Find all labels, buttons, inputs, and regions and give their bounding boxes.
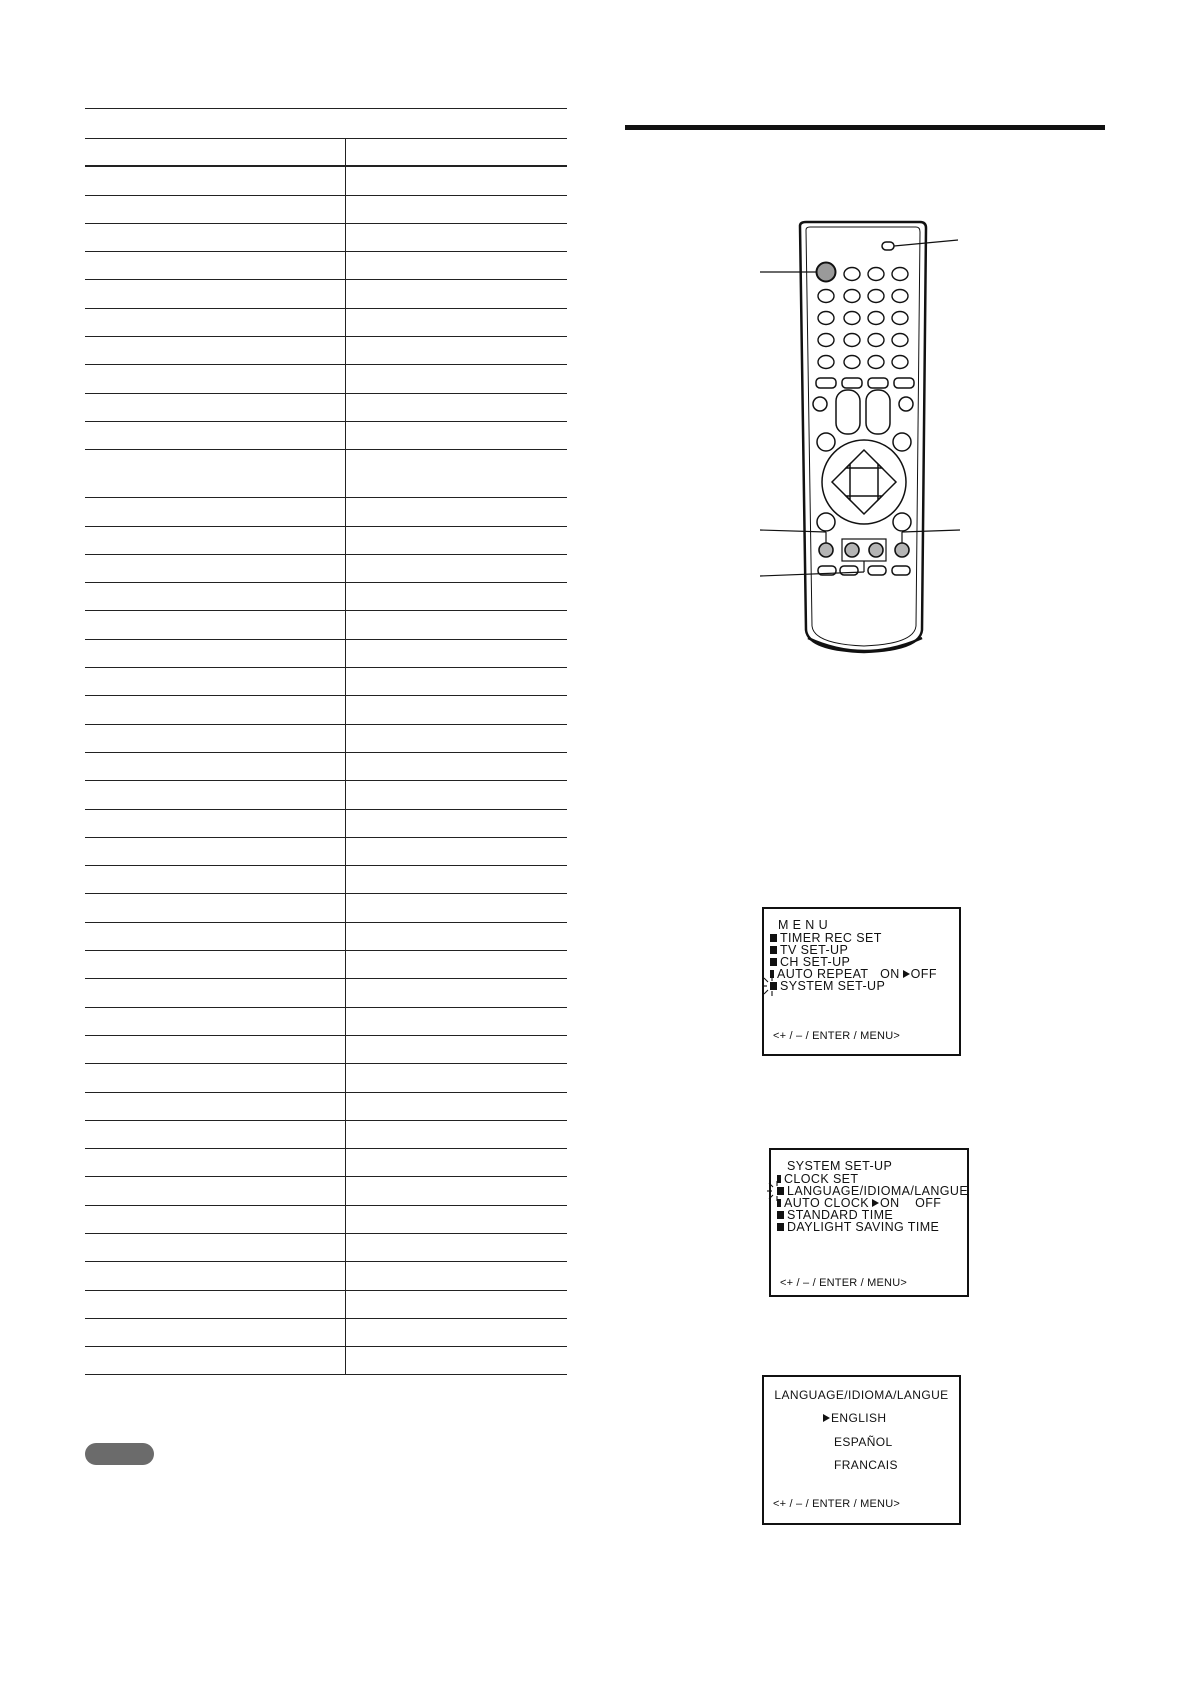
language-option-francais: FRANCAIS <box>834 1458 898 1472</box>
table-cell <box>345 1234 567 1261</box>
table-cell <box>85 1234 345 1261</box>
table-cell <box>345 668 567 695</box>
table-row <box>85 866 567 894</box>
table-cell <box>85 781 345 808</box>
table-row <box>85 951 567 979</box>
table-cell <box>85 894 345 921</box>
table-cell <box>85 951 345 978</box>
menu-title: M E N U <box>778 918 829 932</box>
table-cell <box>345 280 567 307</box>
table-cell <box>345 866 567 893</box>
table-cell <box>85 498 345 525</box>
table-row <box>85 611 567 639</box>
table-row <box>85 668 567 696</box>
section-title-rule <box>625 125 1105 130</box>
table-cell <box>345 1177 567 1204</box>
table-cell <box>345 1121 567 1148</box>
table-cell <box>345 951 567 978</box>
table-row <box>85 1291 567 1319</box>
system-item-standard-time: STANDARD TIME <box>777 1209 893 1222</box>
table-row <box>85 422 567 450</box>
table-cell <box>85 365 345 392</box>
angle-bracket-icon: < <box>773 1030 780 1042</box>
table-cell <box>345 781 567 808</box>
table-cell <box>85 611 345 638</box>
table-cell <box>85 1121 345 1148</box>
table-cell <box>345 139 567 165</box>
menu-item-system-setup: SYSTEM SET-UP <box>770 980 885 993</box>
note-badge <box>85 1443 154 1465</box>
remote-control-illustration-icon <box>760 220 960 661</box>
angle-bracket-icon: > <box>893 1030 900 1042</box>
angle-bracket-icon: < <box>780 1277 787 1289</box>
table-cell <box>345 1262 567 1289</box>
table-cell <box>345 640 567 667</box>
table-cell <box>85 196 345 223</box>
table-row <box>85 894 567 922</box>
menu-nav-hint: <+ / – / ENTER / MENU> <box>773 1030 900 1042</box>
table-row <box>85 1149 567 1177</box>
table-row <box>85 838 567 866</box>
triangle-selector-icon <box>872 1199 879 1207</box>
blinking-cursor-icon <box>761 975 783 997</box>
table-row <box>85 1093 567 1121</box>
menu-item-auto-repeat: AUTO REPEAT ON OFF <box>770 968 937 981</box>
table-cell <box>85 555 345 582</box>
angle-bracket-icon: > <box>893 1498 900 1510</box>
table-cell <box>85 838 345 865</box>
table-row <box>85 696 567 724</box>
table-cell <box>85 866 345 893</box>
table-cell <box>345 696 567 723</box>
table-cell <box>85 725 345 752</box>
table-row <box>85 781 567 809</box>
table-cell <box>85 527 345 554</box>
table-cell <box>85 1093 345 1120</box>
table-cell <box>345 498 567 525</box>
table-body <box>85 138 567 1375</box>
table-row <box>85 725 567 753</box>
table-cell <box>85 1008 345 1035</box>
table-row <box>85 923 567 951</box>
table-row <box>85 555 567 583</box>
table-cell <box>85 696 345 723</box>
system-item-auto-clock: AUTO CLOCK ON OFF <box>777 1197 941 1210</box>
table-cell <box>345 923 567 950</box>
table-cell <box>345 1008 567 1035</box>
table-row <box>85 810 567 838</box>
table-cell <box>345 196 567 223</box>
language-nav-hint: <+ / – / ENTER / MENU> <box>773 1498 900 1510</box>
table-cell <box>85 422 345 449</box>
table-cell <box>345 1036 567 1063</box>
table-cell <box>345 1347 567 1374</box>
menu-item: TIMER REC SET <box>770 932 882 945</box>
table-cell <box>85 1347 345 1374</box>
table-cell <box>85 1064 345 1091</box>
table-row <box>85 252 567 280</box>
table-cell <box>345 1291 567 1318</box>
table-cell <box>345 810 567 837</box>
table-cell <box>85 923 345 950</box>
table-cell <box>345 725 567 752</box>
blinking-cursor-icon <box>766 1180 788 1202</box>
language-title: LANGUAGE/IDIOMA/LANGUE <box>774 1388 949 1402</box>
table-cell <box>345 979 567 1006</box>
table-row <box>85 979 567 1007</box>
table-row <box>85 1206 567 1234</box>
table-row <box>85 1121 567 1149</box>
menu-item: TV SET-UP <box>770 944 848 957</box>
table-cell <box>345 1064 567 1091</box>
table-row <box>85 224 567 252</box>
table-row <box>85 450 567 498</box>
table-row <box>85 1234 567 1262</box>
system-nav-hint: <+ / – / ENTER / MENU> <box>780 1277 907 1289</box>
osd-menu-screen <box>762 907 961 1056</box>
angle-bracket-icon: > <box>900 1277 907 1289</box>
table-cell <box>345 1093 567 1120</box>
table-cell <box>345 167 567 194</box>
table-cell <box>85 224 345 251</box>
table-cell <box>345 838 567 865</box>
table-cell <box>345 894 567 921</box>
table-row <box>85 337 567 365</box>
table-row <box>85 1008 567 1036</box>
table-row <box>85 1262 567 1290</box>
system-title: SYSTEM SET-UP <box>787 1159 893 1173</box>
table-row <box>85 309 567 337</box>
table-row <box>85 280 567 308</box>
table-cell <box>345 611 567 638</box>
table-cell <box>85 1262 345 1289</box>
table-cell <box>85 1036 345 1063</box>
table-cell <box>345 337 567 364</box>
table-row <box>85 1036 567 1064</box>
table-cell <box>85 450 345 497</box>
table-header-row <box>85 139 567 167</box>
table-cell <box>345 753 567 780</box>
table-row <box>85 753 567 781</box>
table-cell <box>85 1149 345 1176</box>
system-item-daylight: DAYLIGHT SAVING TIME <box>777 1221 939 1234</box>
table-cell <box>85 280 345 307</box>
osd-language-screen <box>762 1375 961 1525</box>
table-cell <box>85 583 345 610</box>
table-cell <box>85 1319 345 1346</box>
table-cell <box>85 810 345 837</box>
table-cell <box>345 309 567 336</box>
language-option-espanol: ESPAÑOL <box>834 1435 893 1449</box>
table-cell <box>345 1319 567 1346</box>
table-row <box>85 1177 567 1205</box>
angle-bracket-icon: < <box>773 1498 780 1510</box>
system-item-clock-set: CLOCK SET <box>777 1173 858 1186</box>
table-row <box>85 640 567 668</box>
table-cell <box>345 450 567 497</box>
table-cell <box>85 167 345 194</box>
table-cell <box>85 252 345 279</box>
table-cell <box>345 422 567 449</box>
table-cell <box>345 252 567 279</box>
osd-system-setup-screen <box>769 1148 969 1297</box>
table-cell <box>85 337 345 364</box>
table-row <box>85 196 567 224</box>
table-cell <box>85 668 345 695</box>
table-cell <box>85 1177 345 1204</box>
table-cell <box>85 1206 345 1233</box>
table-cell <box>85 139 345 165</box>
table-row <box>85 167 567 195</box>
table-row <box>85 1347 567 1375</box>
table-cell <box>85 979 345 1006</box>
table-cell <box>345 555 567 582</box>
table-cell <box>345 1149 567 1176</box>
table-row <box>85 1319 567 1347</box>
table-cell <box>345 1206 567 1233</box>
triangle-selector-icon <box>903 970 910 978</box>
table-cell <box>85 1291 345 1318</box>
system-item-language: LANGUAGE/IDIOMA/LANGUE <box>777 1185 968 1198</box>
table-row <box>85 394 567 422</box>
table-cell <box>85 640 345 667</box>
table-cell <box>85 309 345 336</box>
table-cell <box>345 365 567 392</box>
table-cell <box>345 583 567 610</box>
table-cell <box>85 394 345 421</box>
table-row <box>85 583 567 611</box>
spec-table <box>85 108 567 1375</box>
triangle-selector-icon <box>823 1414 830 1422</box>
table-row <box>85 527 567 555</box>
table-cell <box>85 753 345 780</box>
table-cell <box>345 224 567 251</box>
table-row <box>85 365 567 393</box>
language-option-english: ENGLISH <box>823 1411 886 1425</box>
table-cell <box>345 527 567 554</box>
table-row <box>85 498 567 526</box>
table-cell <box>345 394 567 421</box>
table-row <box>85 1064 567 1092</box>
menu-item: CH SET-UP <box>770 956 850 969</box>
